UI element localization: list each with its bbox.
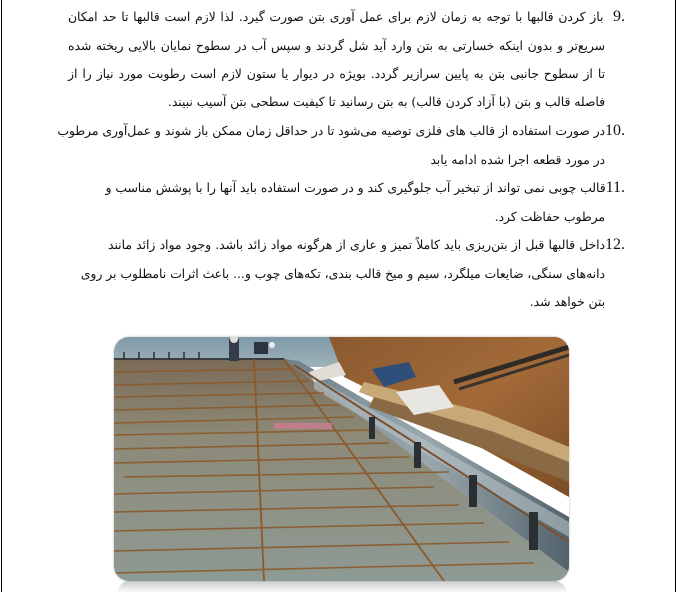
item-number: 9.: [613, 8, 625, 25]
item-12-line-1: 12.داخل قالبها قبل از بتن‌ریزی باید کاملاً تمیز و عاری از هرگونه مواد زائد باشد. وجود مواد زائد مانند: [68, 231, 625, 260]
list-item-10: [57, 117, 625, 174]
item-10-line-1: 10.در صورت استفاده از قالب های فلزی توصیه می‌شود تا در حداقل زمان ممکن باز شوند و عمل‌آوری مرطوب: [68, 117, 625, 146]
item-10-line-2: در مورد قطعه اجرا شده ادامه یابد: [430, 152, 605, 167]
document-page: [1, 0, 676, 592]
photo-reflection: [118, 581, 566, 592]
item-9-line-2: سریع‌تر و بدون اینکه خسارتی به بتن وارد آید شل گردند و سپس آب در سطوح نمایان بالایی ریخته شده: [68, 38, 605, 53]
item-9-line-4: فاصله قالب و بتن (با آزاد کردن قالب) به بتن رسانید تا کیفیت سطحی بتن آسیب نبیند.: [167, 94, 605, 109]
item-9-line-1: 9. باز کردن قالبها با توجه به زمان لازم برای عمل آوری بتن صورت گیرد. لذا لازم است قالبها تا حد امکان: [68, 3, 625, 32]
formwork-photo: [114, 337, 569, 581]
item-number: 10.: [605, 122, 625, 139]
item-12-line-3: بتن خواهد شد.: [529, 295, 605, 309]
item-number: 11.: [605, 179, 625, 196]
item-12-line-2: دانه‌های سنگی، ضایعات میلگرد، سیم و میخ قالب بندی، تکه‌های چوب و... باعث اثرات نامطلوب بر روی: [80, 266, 605, 281]
list-item-11: [68, 174, 625, 231]
item-11-line-2: مرطوب حفاظت کرد.: [494, 209, 605, 224]
formwork-rebar-image: [114, 337, 569, 581]
list-item-12: [68, 231, 625, 317]
list-item-9: [68, 3, 625, 115]
item-11-line-1: 11.قالب چوبی نمی تواند از تبخیر آب جلوگیری کند و در صورت استفاده باید آنها را با پوشش مناسب و: [68, 174, 625, 203]
item-9-line-3: تا از سطوح جانبی بتن به پایین سرازیر گردد. بویژه در دیوار یا ستون لازم است رطوبت مورد نیاز را از: [68, 67, 605, 81]
item-number: 12.: [605, 236, 625, 253]
